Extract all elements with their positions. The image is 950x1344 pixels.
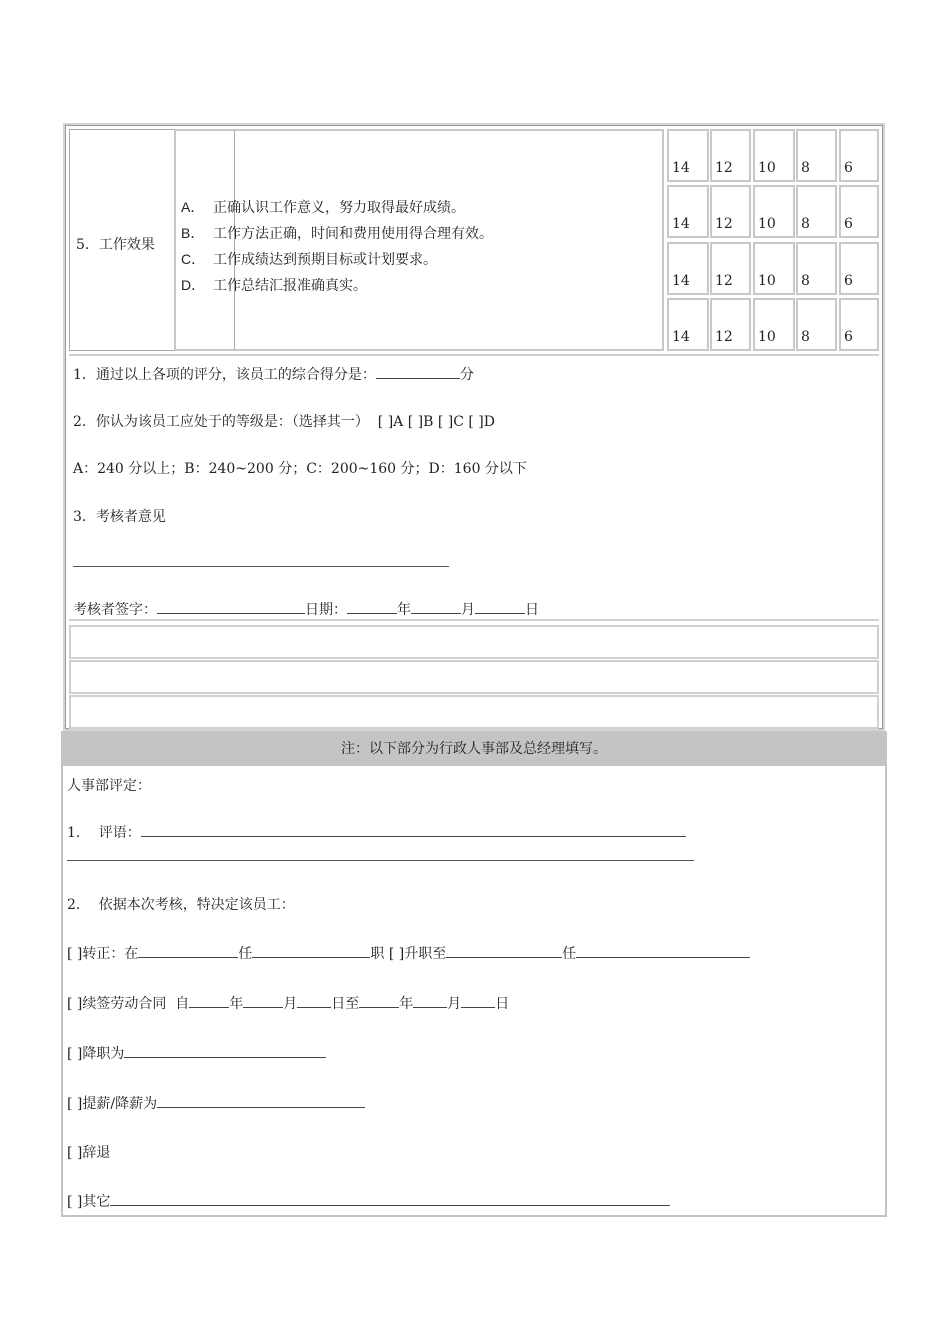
criterion-item: A． 正确认识工作意义，努力取得最好成绩。 [181, 199, 465, 216]
salary-line[interactable]: [ ]提薪/降薪为 [67, 1093, 365, 1113]
score-option[interactable]: 14 [667, 298, 709, 351]
blank-row [69, 660, 879, 694]
comment-field[interactable] [141, 822, 686, 837]
signature-line: 考核者签字： 日期： 年 月 日 [73, 599, 539, 619]
criterion-label: 5．工作效果 [76, 237, 155, 253]
score-option[interactable]: 12 [710, 242, 751, 295]
score-option[interactable]: 14 [667, 129, 709, 182]
renew-end-month-field[interactable] [413, 993, 447, 1008]
renew-end-year-field[interactable] [359, 993, 399, 1008]
score-option[interactable]: 10 [753, 185, 795, 238]
date-day-field[interactable] [475, 599, 525, 614]
score-option[interactable]: 8 [796, 129, 837, 182]
promote-dept-field[interactable] [446, 943, 562, 958]
score-option[interactable]: 12 [710, 185, 751, 238]
reviewer-opinion-field[interactable] [73, 566, 449, 567]
score-option[interactable]: 10 [753, 298, 795, 351]
hr-note-bar: 注：以下部分为行政人事部及总经理填写。 [63, 733, 885, 766]
score-option[interactable]: 8 [796, 298, 837, 351]
score-grid [667, 129, 879, 351]
salary-field[interactable] [157, 1093, 365, 1108]
date-year-field[interactable] [347, 599, 397, 614]
regular-position-field[interactable] [252, 943, 370, 958]
blank-row [69, 625, 879, 659]
criterion-items [181, 194, 493, 298]
score-row [667, 298, 879, 351]
score-option[interactable]: 8 [796, 242, 837, 295]
score-option[interactable]: 8 [796, 185, 837, 238]
comment-field-continued[interactable] [67, 860, 694, 861]
score-option[interactable]: 10 [753, 242, 795, 295]
score-option[interactable]: 12 [710, 298, 751, 351]
renew-start-month-field[interactable] [243, 993, 283, 1008]
regular-line[interactable]: [ ]转正：在 任 职 [ ]升职至 任 [67, 943, 750, 963]
hr-title: 人事部评定： [67, 778, 151, 794]
score-row [667, 242, 879, 295]
comment-line: 1． 评语： [67, 822, 686, 842]
score-row [667, 129, 879, 182]
renew-start-day-field[interactable] [297, 993, 331, 1008]
other-field[interactable] [110, 1191, 670, 1206]
score-option[interactable]: 6 [839, 129, 879, 182]
score-option[interactable]: 14 [667, 242, 709, 295]
hr-section [61, 731, 887, 1217]
criterion-item: D． 工作总结汇报准确真实。 [181, 277, 367, 294]
other-line[interactable]: [ ]其它 [67, 1191, 670, 1211]
date-month-field[interactable] [411, 599, 461, 614]
signature-field[interactable] [157, 599, 305, 614]
total-score-field[interactable] [376, 364, 460, 379]
demote-line[interactable]: [ ]降职为 [67, 1043, 326, 1063]
regular-dept-field[interactable] [138, 943, 238, 958]
renew-contract-line[interactable]: [ ]续签劳动合同 自 年 月 日至 年 月 日 [67, 993, 509, 1013]
score-option[interactable]: 10 [753, 129, 795, 182]
evaluation-section [65, 125, 883, 729]
blank-row [69, 695, 879, 729]
score-option[interactable]: 12 [710, 129, 751, 182]
reviewer-opinion-label: 3．考核者意见 [73, 509, 166, 525]
decision-label: 2． 依据本次考核，特决定该员工： [67, 897, 295, 913]
score-option[interactable]: 6 [839, 242, 879, 295]
renew-start-year-field[interactable] [189, 993, 229, 1008]
grade-question[interactable]: 2．你认为该员工应处于的等级是：（选择其一） [ ]A [ ]B [ ]C [ ]D [73, 414, 495, 430]
total-score-line: 1．通过以上各项的评分，该员工的综合得分是： 分 [73, 364, 474, 384]
grade-rule: A：240 分以上；B：240~200 分；C：200~160 分；D：160 分以下 [73, 461, 527, 477]
criterion-description-cell [174, 129, 664, 351]
criterion-item: B． 工作方法正确，时间和费用使用得合理有效。 [181, 225, 493, 242]
demote-field[interactable] [124, 1043, 326, 1058]
dismiss-option[interactable]: [ ]辞退 [67, 1145, 111, 1161]
criterion-item: C． 工作成绩达到预期目标或计划要求。 [181, 251, 437, 268]
score-option[interactable]: 6 [839, 298, 879, 351]
renew-end-day-field[interactable] [461, 993, 495, 1008]
score-option[interactable]: 6 [839, 185, 879, 238]
score-row [667, 185, 879, 238]
promote-position-field[interactable] [576, 943, 750, 958]
summary-block [69, 354, 879, 621]
score-option[interactable]: 14 [667, 185, 709, 238]
